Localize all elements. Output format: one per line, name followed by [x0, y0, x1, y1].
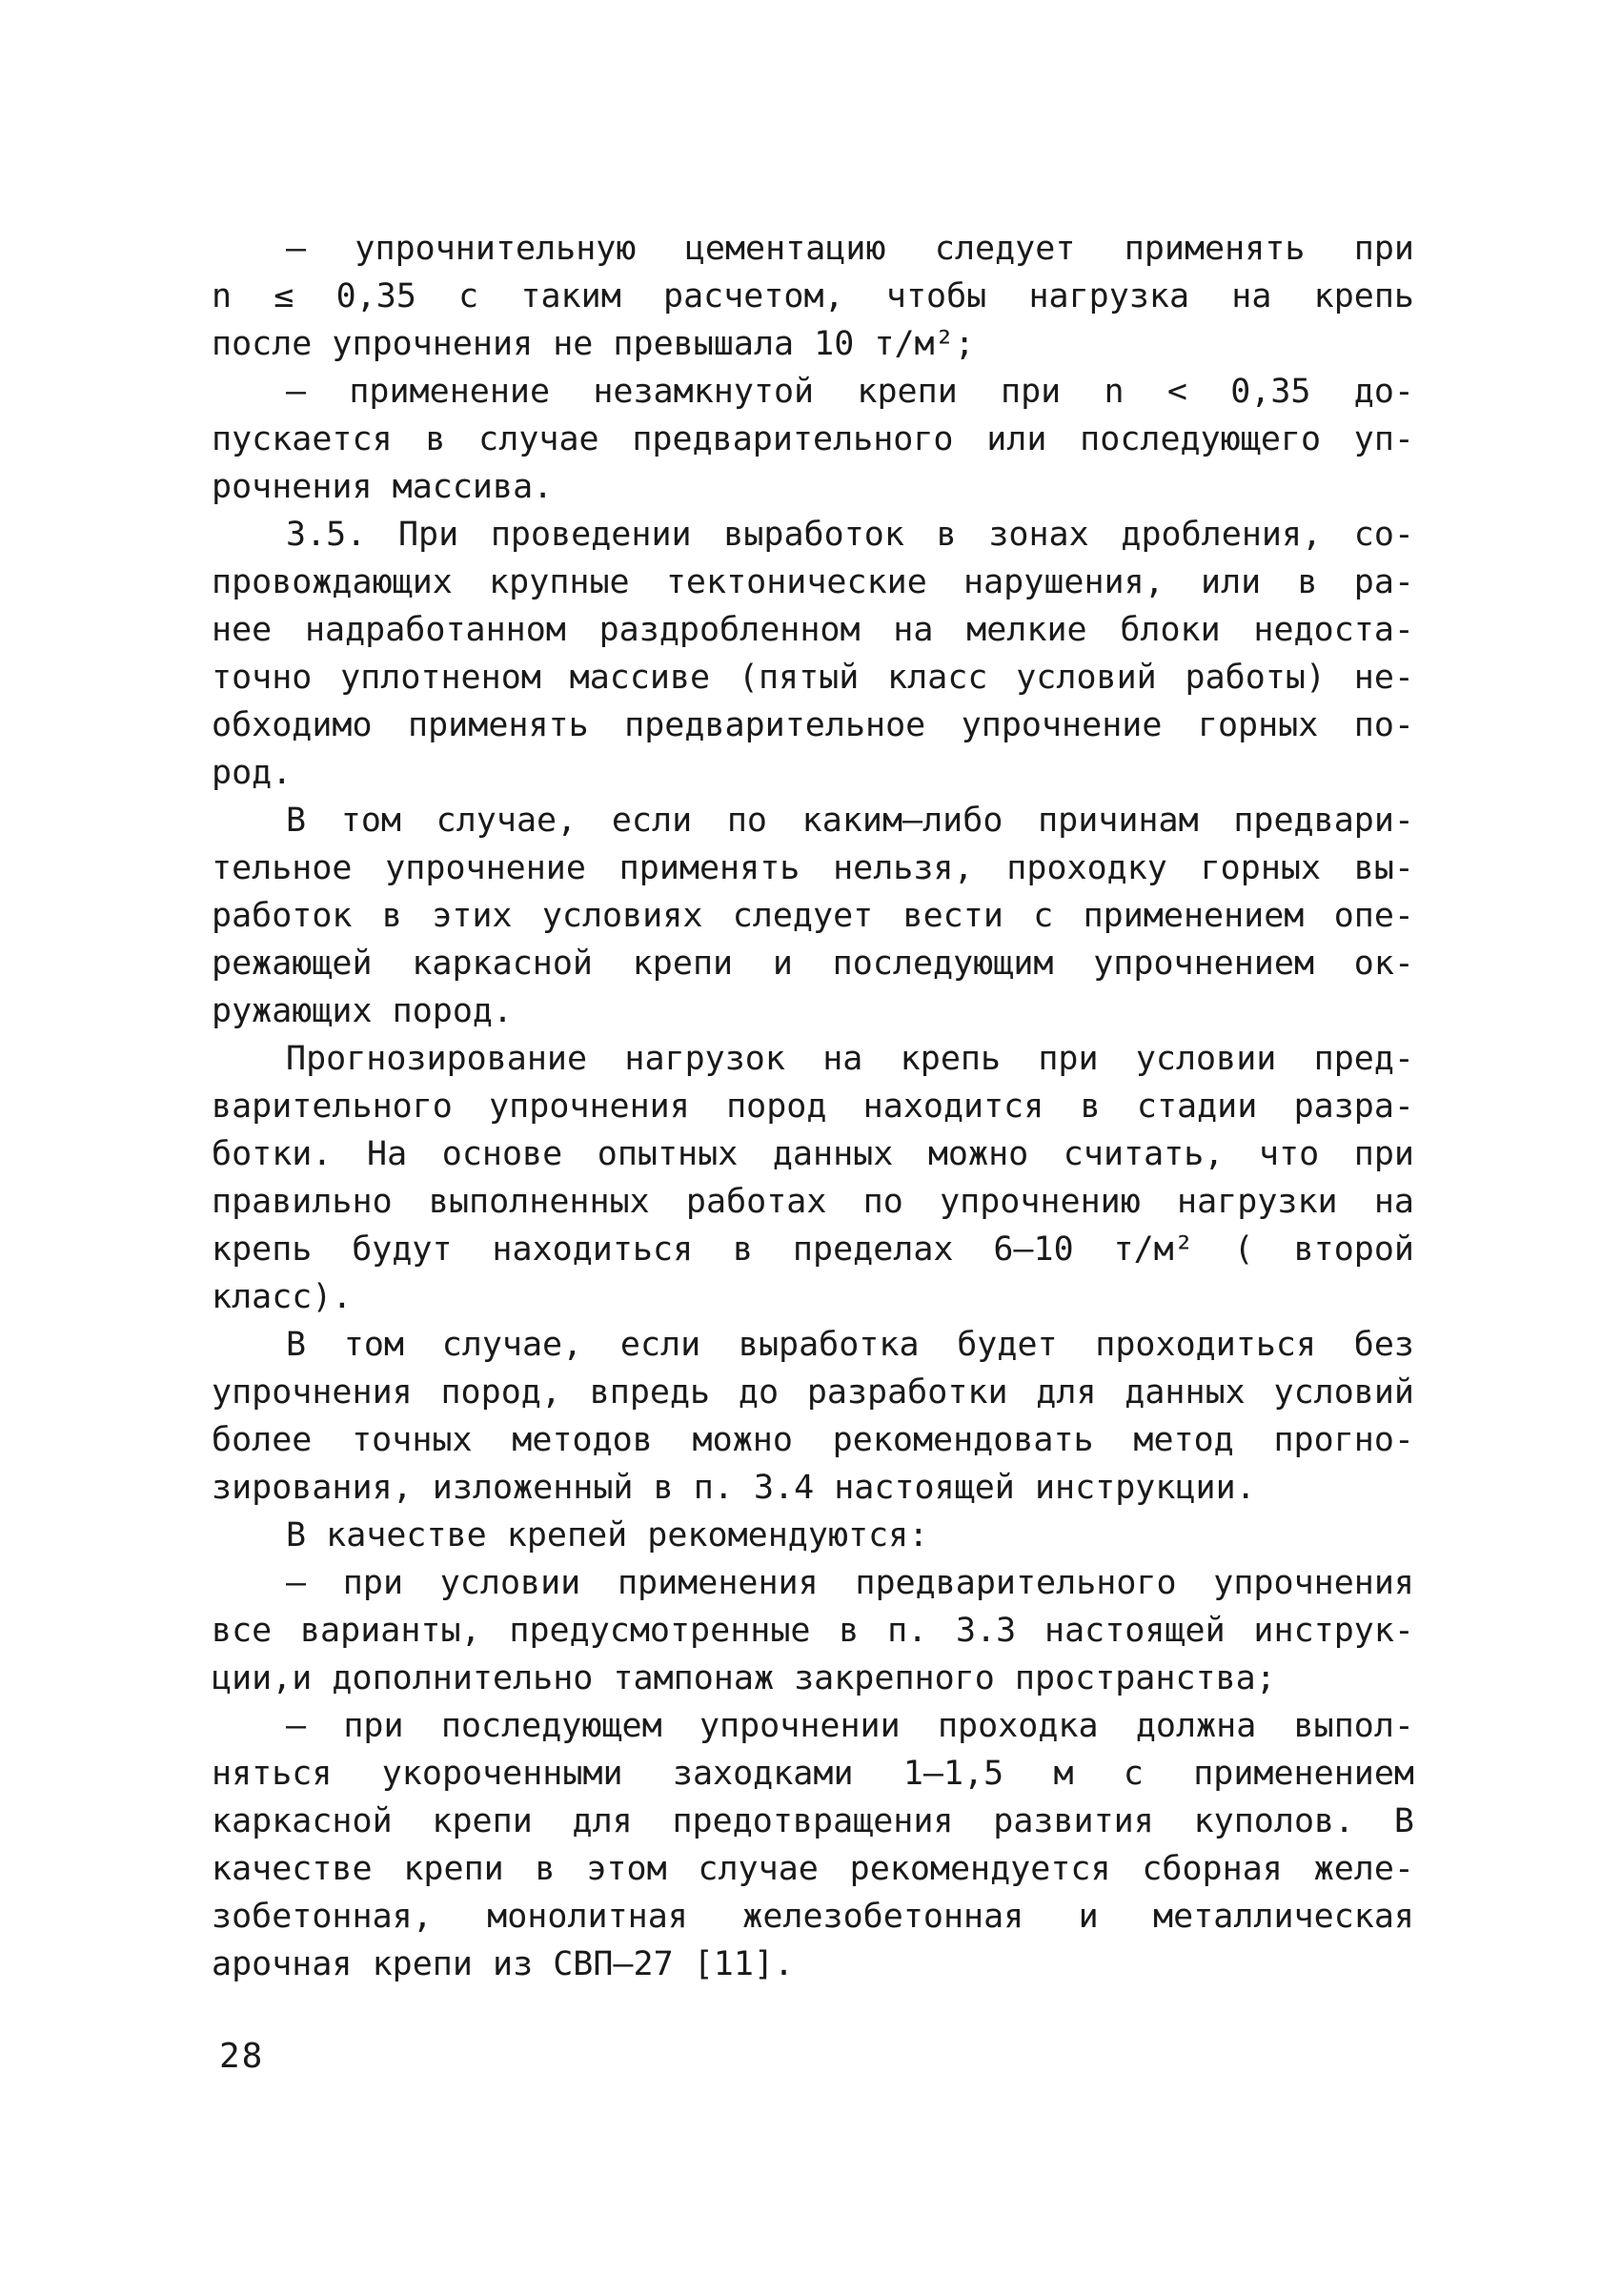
text-line: ции,и дополнительно тампонаж закрепного пространства; — [212, 1659, 1276, 1697]
text-line: зирования, изложенный в п. 3.4 настоящей инструкции. — [212, 1469, 1256, 1507]
text-line: варительного упрочнения пород находится в стадии разра- — [212, 1087, 1414, 1126]
text-line: все варианты, предусмотренные в п. 3.3 настоящей инструк- — [212, 1612, 1414, 1650]
text-line: 3.5. При проведении выработок в зонах дробления, со- — [286, 516, 1414, 554]
text-line: после упрочнения не превышала 10 т/м²; — [212, 325, 975, 363]
text-line: класс). — [212, 1278, 353, 1316]
text-line: n ≤ 0,35 с таким расчетом, чтобы нагрузка на крепь — [212, 277, 1414, 315]
text-line: каркасной крепи для предотвращения развития куполов. В — [212, 1802, 1414, 1840]
text-line: В том случае, если выработка будет проходиться без — [286, 1326, 1414, 1364]
text-line: – при условии применения предварительного упрочнения — [286, 1564, 1414, 1602]
text-line: режающей каркасной крепи и последующим упрочнением ок- — [212, 945, 1414, 983]
text-line: работок в этих условиях следует вести с применением опе- — [212, 897, 1414, 935]
text-line: пускается в случае предварительного или последующего уп- — [212, 420, 1414, 458]
text-line: провождающих крупные тектонические нарушения, или в ра- — [212, 563, 1414, 601]
text-line: арочная крепи из СВП–27 [11]. — [212, 1945, 795, 1983]
text-line: нее надработанном раздробленном на мелкие блоки недоста- — [212, 611, 1414, 649]
text-line: – применение незамкнутой крепи при n < 0,35 до- — [286, 373, 1414, 411]
text-line: ботки. На основе опытных данных можно считать, что при — [212, 1135, 1414, 1173]
text-line: род. — [212, 754, 293, 792]
text-line: – при последующем упрочнении проходка должна выпол- — [286, 1707, 1414, 1745]
text-line: В качестве крепей рекомендуются: — [286, 1516, 929, 1554]
text-line: обходимо применять предварительное упрочнение горных по- — [212, 706, 1414, 744]
text-line: тельное упрочнение применять нельзя, проходку горных вы- — [212, 849, 1414, 887]
text-line: качестве крепи в этом случае рекомендуется сборная желе- — [212, 1850, 1414, 1888]
text-line: более точных методов можно рекомендовать метод прогно- — [212, 1421, 1414, 1459]
text-line: правильно выполненных работах по упрочнению нагрузки на — [212, 1183, 1414, 1221]
text-line: няться укороченными заходками 1–1,5 м с применением — [212, 1755, 1414, 1793]
page-number: 28 — [219, 2037, 265, 2076]
text-line: ружающих пород. — [212, 992, 514, 1030]
text-line: крепь будут находиться в пределах 6–10 т/м² ( второй — [212, 1230, 1414, 1269]
text-line: упрочнения пород, впредь до разработки для данных условий — [212, 1373, 1414, 1412]
text-line: В том случае, если по каким–либо причинам предвари- — [286, 802, 1414, 840]
text-line: рочнения массива. — [212, 468, 554, 506]
text-line: Прогнозирование нагрузок на крепь при условии пред- — [286, 1040, 1414, 1078]
text-line: точно уплотненом массиве (пятый класс условий работы) не- — [212, 659, 1414, 697]
text-line: зобетонная, монолитная железобетонная и металлическая — [212, 1898, 1414, 1936]
text-line: – упрочнительную цементацию следует применять при — [286, 230, 1414, 268]
document-body — [212, 225, 1414, 1988]
